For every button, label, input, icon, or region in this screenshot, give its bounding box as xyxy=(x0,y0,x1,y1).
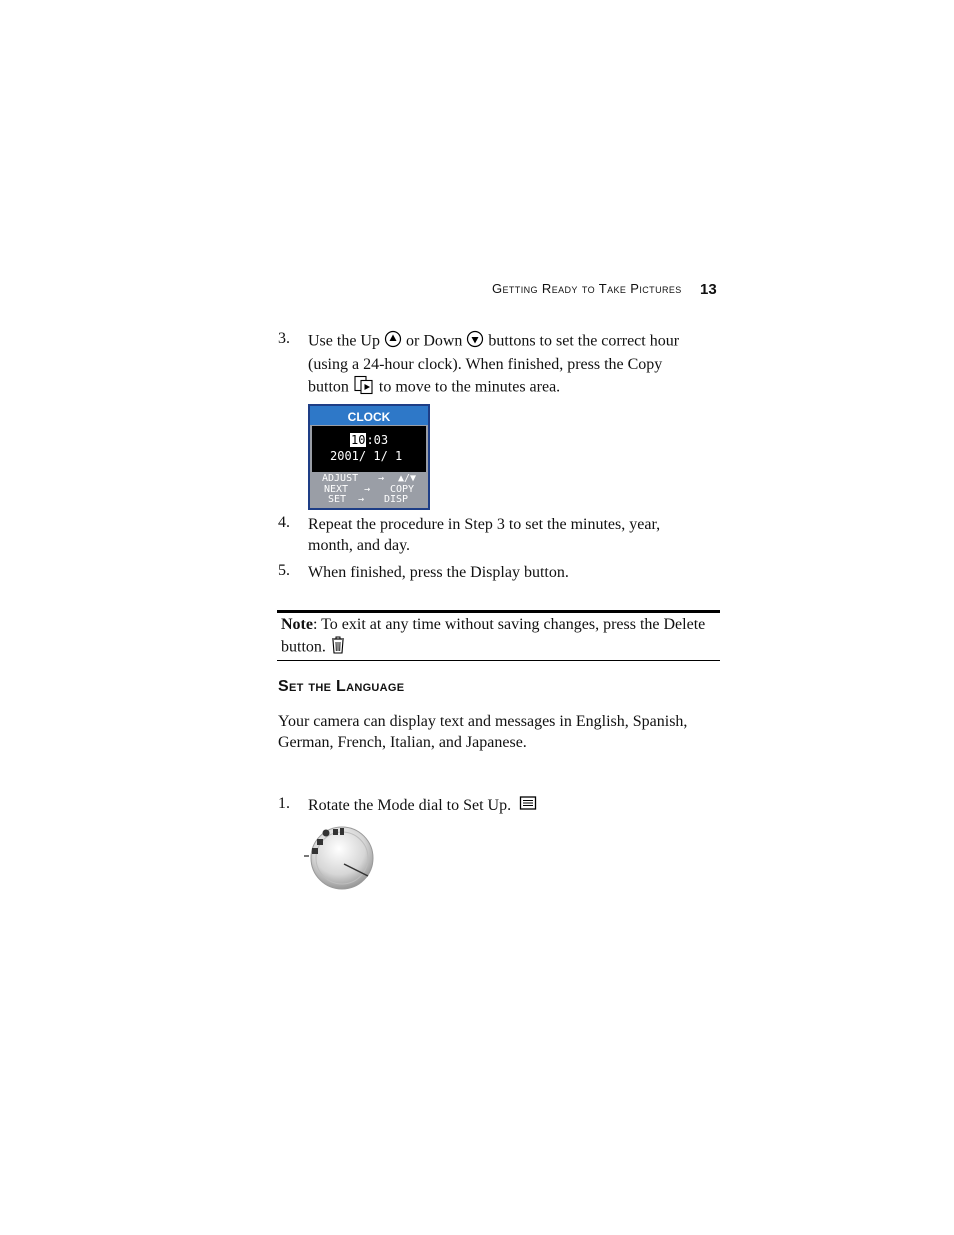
step-3-line1-c: buttons to set the correct hour xyxy=(488,332,680,350)
note-top-rule xyxy=(277,610,720,613)
step-3-line3-a: button xyxy=(308,378,349,396)
lcd-minutes: :03 xyxy=(366,433,389,447)
section-heading: Set the Language xyxy=(278,678,405,695)
lcd-menu-action: ▲/▼ xyxy=(398,473,417,484)
delete-trash-icon xyxy=(330,635,346,661)
lcd-menu-arrow: → xyxy=(358,494,365,505)
page-number: 13 xyxy=(700,281,717,298)
step-1-number: 1. xyxy=(278,795,290,812)
lcd-title: CLOCK xyxy=(310,406,428,425)
lcd-menu-row xyxy=(310,495,428,506)
lcd-date: 2001/ 1/ 1 xyxy=(330,449,403,463)
note-text xyxy=(281,614,711,661)
lcd-menu-action: DISP xyxy=(384,494,409,505)
lcd-menu-arrow: → xyxy=(364,483,371,495)
lcd-menu-action: COPY xyxy=(390,483,415,495)
lcd-menu-arrow: → xyxy=(378,473,385,484)
note-body: : To exit at any time without saving changes, press the Delete button. xyxy=(281,616,706,656)
down-button-icon xyxy=(466,330,484,354)
setup-mode-icon xyxy=(519,795,537,817)
lcd-menu-row xyxy=(310,474,428,485)
step-3-text xyxy=(308,330,728,401)
lcd-menu-label: NEXT xyxy=(324,483,349,495)
copy-button-icon xyxy=(353,375,375,401)
lcd-hour-highlighted: 10 xyxy=(351,433,366,447)
step-1-text xyxy=(308,795,568,817)
step-3-line1-a: Use the Up xyxy=(308,332,380,350)
lcd-menu-label: ADJUST xyxy=(322,473,359,484)
lcd-menu-label: SET xyxy=(328,494,347,505)
step-3-line2: (using a 24-hour clock). When finished, press the Copy xyxy=(308,356,663,373)
step-3-line3-b: to move to the minutes area. xyxy=(378,378,561,396)
step-5-number: 5. xyxy=(278,562,290,579)
lcd-menu xyxy=(310,474,428,506)
step-4-number: 4. xyxy=(278,514,290,531)
lcd-display xyxy=(312,426,426,472)
note-label: Note xyxy=(281,616,313,633)
up-button-icon xyxy=(384,330,402,354)
lcd-time xyxy=(350,433,388,447)
step-3-number: 3. xyxy=(278,330,290,347)
note-bottom-rule xyxy=(277,660,720,661)
section-paragraph: Your camera can display text and messages in English, Spanish, German, French, Italian, and Japanese. xyxy=(278,713,688,751)
running-header: Getting Ready to Take Pictures xyxy=(492,281,682,296)
step-4-text: Repeat the procedure in Step 3 to set the minutes, year, month, and day. xyxy=(308,516,661,554)
mode-dial-image xyxy=(300,822,378,897)
clock-lcd-screen xyxy=(308,404,430,510)
step-3-line1-b: or Down xyxy=(405,332,463,350)
step-1-label: Rotate the Mode dial to Set Up. xyxy=(308,797,512,814)
step-5-text: When finished, press the Display button. xyxy=(308,564,569,581)
